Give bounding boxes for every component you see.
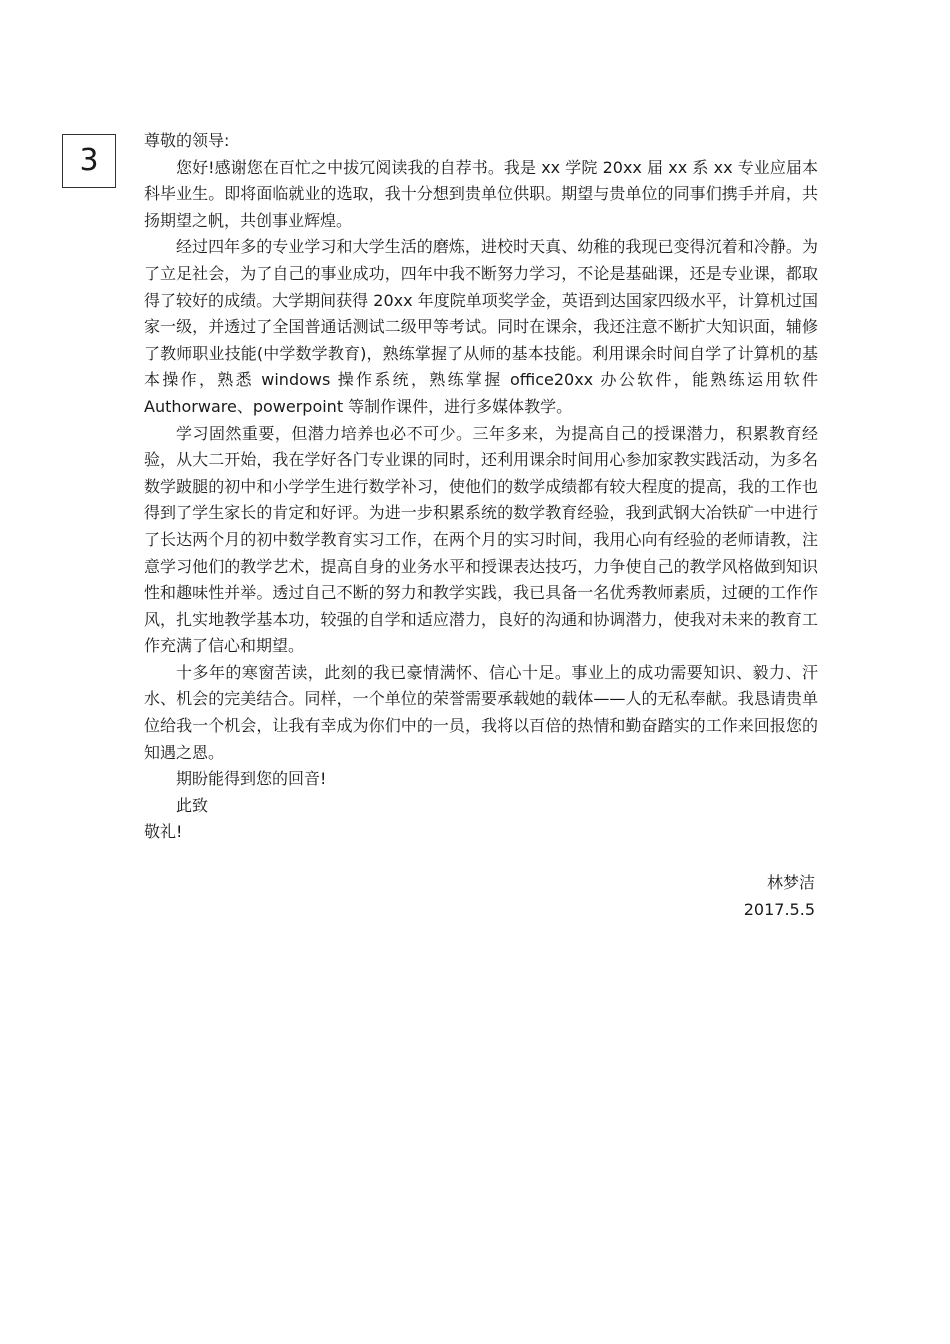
paragraph-hope: 期盼能得到您的回音! [176,769,327,789]
letter-body [144,128,818,846]
signature-name: 林梦洁 [766,873,815,892]
page-number: 3 [79,143,99,178]
signature-date: 2017.5.5 [743,899,815,919]
paragraph-study: 经过四年多的专业学习和大学生活的磨炼，进校时天真、幼稚的我现已变得沉着和冷静。为了立足社会，为了自己的事业成功，四年中我不断努力学习，不论是基础课，还是专业课，都取得了较好的成绩。大学期间获得 20xx 年度院单项奖学金，英语到达国家四级水平，计算机过国家一级，并透过了全国普通话测试二级甲等考试。同时在课余，我还注意不断扩大知识面，辅修了教师职业技能(中学数学教育)，熟练掌握了从师的基本技能。利用课余时间自学了计算机的基本操作，熟悉 windows 操作系统，熟练掌握 office20xx 办公软件，能熟练运用软件 Authorware、powerpoint 等制作课件，进行多媒体教学。 [144,237,818,416]
paragraph-teaching: 学习固然重要，但潜力培养也必不可少。三年多来，为提高自己的授课潜力，积累教育经验，从大二开始，我在学好各门专业课的同时，还利用课余时间用心参加家教实践活动，为多名数学跛腿的初中和小学学生进行数学补习，使他们的数学成绩都有较大程度的提高，我的工作也得到了学生家长的肯定和好评。为进一步积累系统的数学教育经验，我到武钢大冶铁矿一中进行了长达两个月的初中数学教育实习工作，在两个月的实习时间，我用心向有经验的老师请教，注意学习他们的教学艺术，提高自身的业务水平和授课表达技巧，力争使自己的教学风格做到知识性和趣味性并举。透过自己不断的努力和教学实践，我已具备一名优秀教师素质，过硬的工作作风，扎实地教学基本功，较强的自学和适应潜力，良好的沟通和协调潜力，使我对未来的教育工作充满了信心和期望。 [144,423,818,656]
paragraph-intro: 您好!感谢您在百忙之中拔冗阅读我的自荐书。我是 xx 学院 20xx 届 xx 系 xx 专业应届本科毕业生。即将面临就业的选取，我十分想到贵单位供职。期望与贵单位的同事们携手并肩，共扬期望之帆，共创事业辉煌。 [144,157,818,230]
paragraph-request: 十多年的寒窗苦读，此刻的我已豪情满怀、信心十足。事业上的成功需要知识、毅力、汗水、机会的完美结合。同样，一个单位的荣誉需要承载她的载体——人的无私奉献。我恳请贵单位给我一个机会，让我有幸成为你们中的一员，我将以百倍的热情和勤奋踏实的工作来回报您的知遇之恩。 [144,662,818,762]
page-number-box [62,134,116,188]
signature-block [700,870,815,923]
salutation: 尊敬的领导: [144,131,230,150]
closing-jingli: 敬礼! [144,822,183,842]
closing-zhizhi: 此致 [176,795,209,815]
